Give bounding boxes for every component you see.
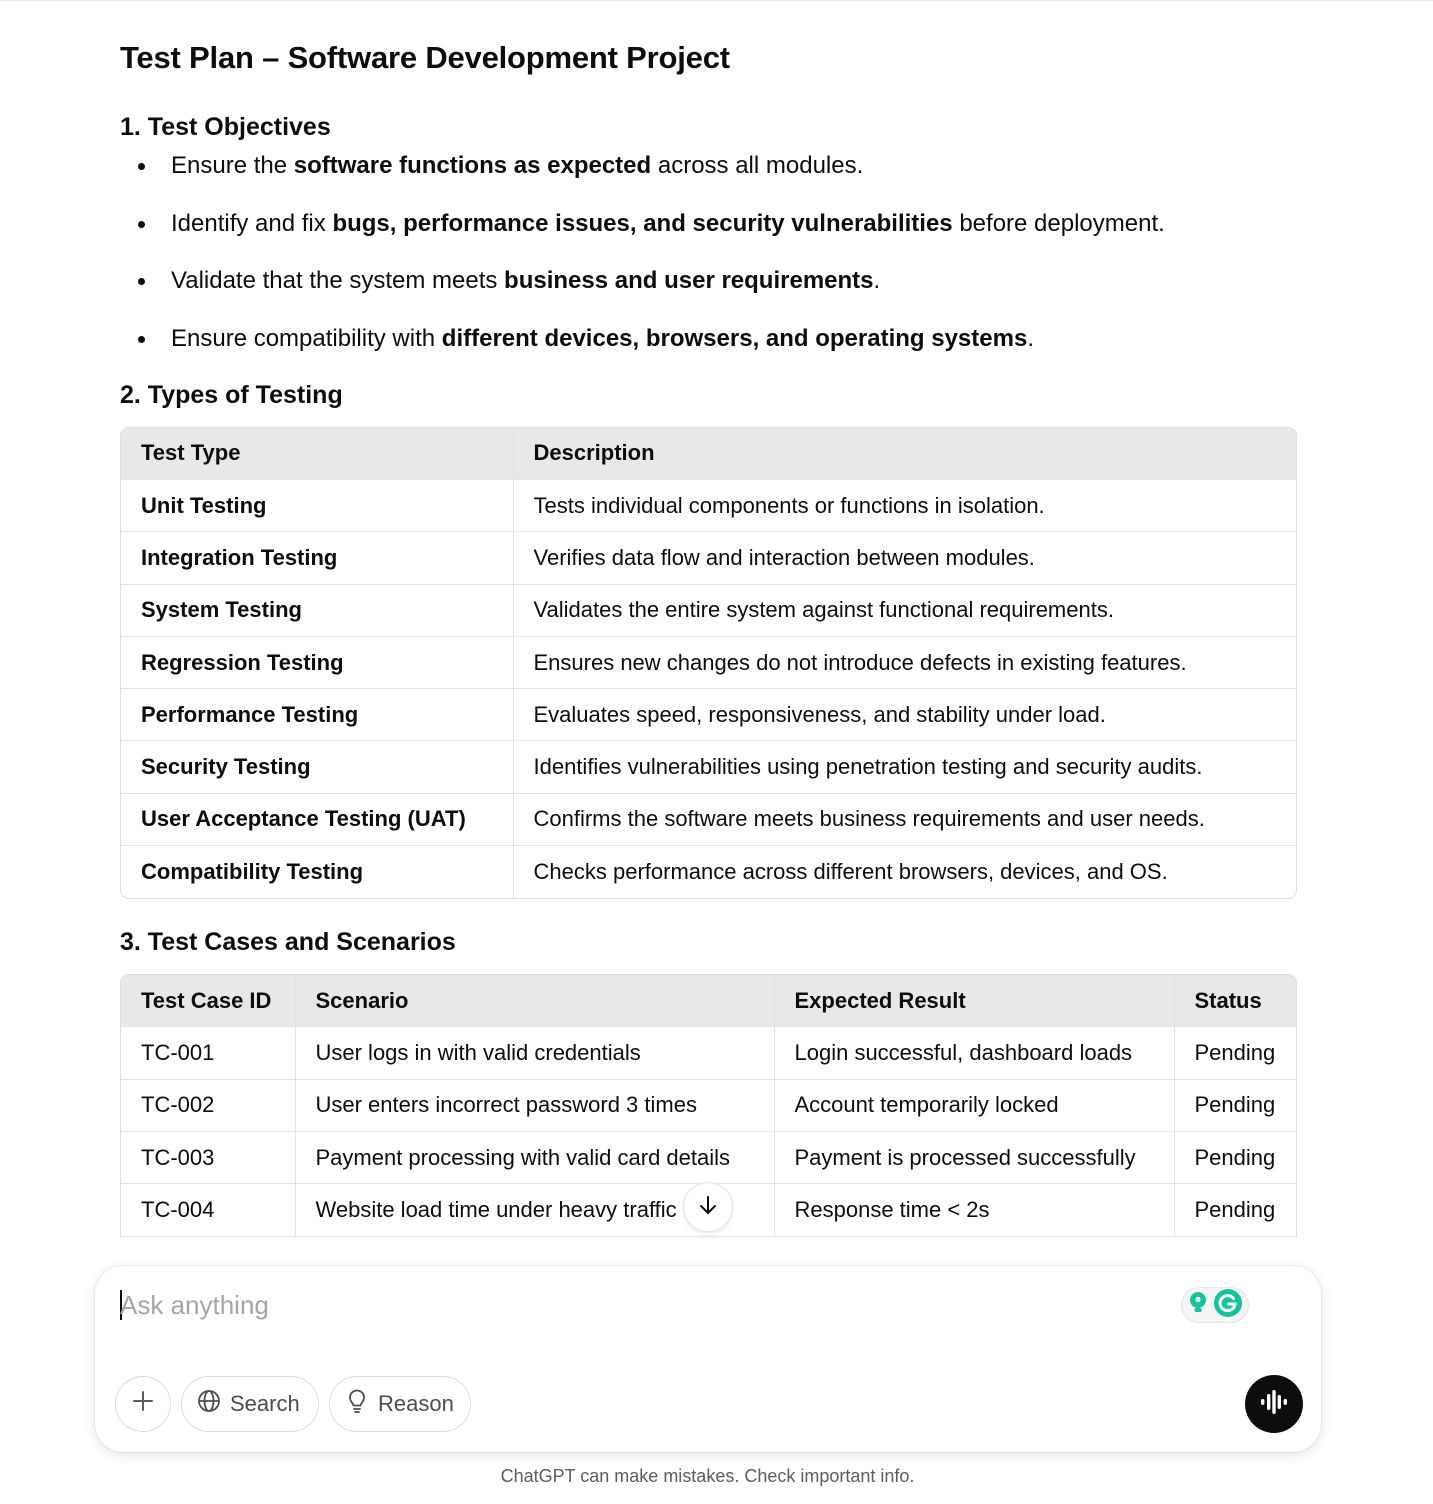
table-cell: Unit Testing [121, 480, 513, 532]
table-cell: Response time < 2s [774, 1184, 1174, 1236]
table-row [121, 1027, 1296, 1079]
bullet-text: Identify and fix [171, 209, 333, 237]
search-button[interactable] [181, 1376, 319, 1432]
table-cell: Pending [1174, 1079, 1296, 1131]
prompt-placeholder: Ask anything [120, 1290, 269, 1320]
disclaimer-text: ChatGPT can make mistakes. Check important info. [500, 1466, 915, 1486]
table-cell: Confirms the software meets business requirements and user needs. [513, 793, 1296, 845]
bullet-text: Ensure the [171, 152, 294, 179]
bullet-emphasis: software functions as expected [293, 152, 652, 179]
bullet-emphasis: bugs, performance issues, and security vulnerabilities [332, 209, 953, 237]
list-item [120, 264, 1297, 298]
bullet-dot [138, 278, 145, 285]
bullet-text: Ensure compatibility with [171, 324, 442, 352]
table-cell: User Acceptance Testing (UAT) [121, 793, 513, 845]
objectives-list [120, 149, 1297, 356]
bullet-text: across all modules. [651, 152, 864, 179]
scroll-to-bottom-button[interactable] [683, 1182, 733, 1232]
table-row [121, 846, 1296, 898]
column-header: Status [1174, 975, 1296, 1027]
table-cell: Regression Testing [121, 636, 513, 688]
table-cell: Checks performance across different browsers, devices, and OS. [533, 858, 1168, 884]
bullet-dot [138, 336, 145, 343]
bullet-emphasis: business and user requirements [504, 267, 874, 294]
table-cell: TC-001 [121, 1027, 295, 1079]
table-row [121, 584, 1296, 636]
table-cell: Account temporarily locked [774, 1079, 1174, 1131]
table-cell: TC-002 [121, 1079, 295, 1131]
grammarly-icon [1213, 1288, 1243, 1323]
bullet-dot [138, 163, 145, 170]
table-cell: Pending [1174, 1131, 1296, 1183]
table-header-row [121, 428, 1296, 480]
table-row [121, 793, 1296, 845]
table-row [121, 532, 1296, 584]
lightbulb-icon [1187, 1291, 1209, 1320]
column-header: Description [513, 428, 1296, 480]
table-cell: Verifies data flow and interaction between modules. [513, 532, 1296, 584]
column-header: Test Type [121, 428, 513, 480]
table-cell: Evaluates speed, responsiveness, and stability under load. [513, 689, 1296, 741]
table-cell: Pending [1174, 1027, 1296, 1079]
globe-icon [197, 1389, 221, 1419]
table-cell: Validates the entire system against functional requirements. [513, 584, 1296, 636]
types-table [121, 428, 1296, 898]
cases-heading: 3. Test Cases and Scenarios [120, 927, 456, 956]
table-cell: Tests individual components or functions in isolation. [513, 480, 1296, 532]
table-header-row [121, 975, 1296, 1027]
list-item [120, 207, 1297, 241]
reason-label: Reason [378, 1391, 454, 1416]
table-row [121, 480, 1296, 532]
assistant-message [120, 30, 1297, 1237]
table-row [121, 636, 1296, 688]
grammarly-widget[interactable] [1181, 1287, 1249, 1323]
table-cell: Identifies vulnerabilities using penetration testing and security audits. [513, 741, 1296, 793]
table-row [121, 1079, 1296, 1131]
arrow-down-icon [696, 1193, 720, 1222]
top-divider [0, 0, 1433, 1]
objectives-heading: 1. Test Objectives [120, 113, 331, 141]
table-cell: TC-004 [121, 1184, 295, 1236]
table-cell: Pending [1174, 1184, 1296, 1236]
table-cell: User logs in with valid credentials [295, 1027, 774, 1079]
plus-icon [131, 1389, 155, 1419]
reason-button[interactable] [329, 1376, 471, 1432]
bullet-text: . [873, 267, 881, 294]
column-header: Test Case ID [121, 975, 295, 1027]
table-cell: Login successful, dashboard loads [774, 1027, 1174, 1079]
bullet-dot [138, 221, 145, 228]
table-row [121, 1131, 1296, 1183]
bullet-text: Validate that the system meets [171, 267, 505, 294]
message-composer [95, 1266, 1321, 1452]
table-cell: System Testing [121, 584, 513, 636]
table-cell: Payment is processed successfully [774, 1131, 1174, 1183]
table-cell: Ensures new changes do not introduce defects in existing features. [513, 636, 1296, 688]
table-cell: Security Testing [121, 741, 513, 793]
table-cell: Performance Testing [121, 689, 513, 741]
table-cell: Payment processing with valid card details [295, 1131, 774, 1183]
column-header: Expected Result [774, 975, 1174, 1027]
bullet-emphasis: different devices, browsers, and operating systems [441, 324, 1028, 352]
table-cell: Compatibility Testing [121, 846, 513, 898]
bullet-text: . [1027, 324, 1034, 352]
table-cell: User enters incorrect password 3 times [295, 1079, 774, 1131]
add-attachment-button[interactable] [115, 1376, 171, 1432]
table-cell: TC-003 [121, 1131, 295, 1183]
types-table-container [120, 427, 1297, 899]
table-row [121, 689, 1296, 741]
list-item [120, 149, 1297, 183]
types-heading: 2. Types of Testing [120, 380, 343, 409]
voice-waveform-icon [1259, 1389, 1289, 1420]
search-label: Search [230, 1391, 300, 1416]
lightbulb-icon [345, 1388, 369, 1420]
list-item [120, 322, 1297, 356]
table-row [121, 741, 1296, 793]
column-header: Scenario [295, 975, 774, 1027]
table-cell: Website load time under heavy traffic [295, 1184, 774, 1236]
prompt-input[interactable] [120, 1288, 269, 1322]
bullet-text: before deployment. [952, 209, 1165, 237]
page-title: Test Plan – Software Development Project [120, 40, 730, 75]
voice-mode-button[interactable] [1245, 1375, 1303, 1433]
table-cell: Integration Testing [121, 532, 513, 584]
